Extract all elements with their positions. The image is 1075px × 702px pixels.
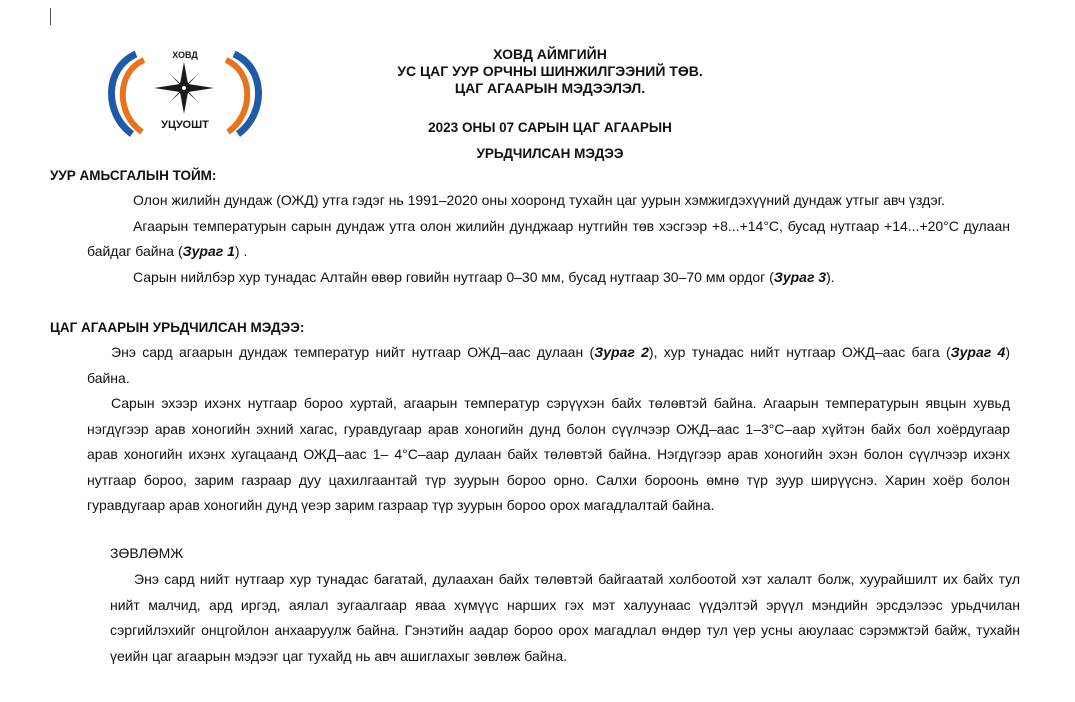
paragraph-definition: Олон жилийн дундаж (ОЖД) утга гэдэг нь 1991–2020 оны хооронд тухайн цаг уурын хэмжигдэхүүний дундаж утгыг авч үздэг. [133, 192, 945, 208]
climate-overview-body [87, 188, 1010, 290]
header-line-3: ЦАГ АГААРЫН МЭДЭЭЛЭЛ. [454, 80, 646, 96]
report-subtitle-1: 2023 ОНЫ 07 САРЫН ЦАГ АГААРЫН [428, 120, 672, 135]
figure-ref-3: Зураг 3 [773, 268, 827, 285]
logo-bottom-text: УЦУОШТ [161, 119, 209, 131]
paragraph-precipitation [87, 265, 1010, 291]
figure-ref-4: Зураг 4 [950, 344, 1006, 360]
paragraph-temperature [87, 214, 1010, 265]
section-title-recommendation: ЗӨВЛӨМЖ [110, 545, 184, 561]
section-title-climate: УУР АМЬСГАЛЫН ТОЙМ: [50, 168, 217, 183]
figure-ref-1: Зураг 1 [182, 243, 235, 259]
paragraph-forecast-detail: Сарын эхээр ихэнх нутгаар бороо хуртай, агаарын температур сэрүүхэн байх төлөвтэй байна. Агаарын температурын явцын хувьд нэгдүгээр арав хоногийн эхний хагас, гуравдугаар арав хоногийн дунд болон сүүлчээр ОЖД–аас 1–3°С–аар хүйтэн байх бол хоёрдугаар арав хоногийн ихэнх хугацаанд ОЖД–аас 1– 4°С–аар дулаан байх төлөвтэй байна. Нэгдүгээр арав хоногийн эхэн болон сүүлчээр ихэнх нутгаар бороо, зарим газраар дуу цахилгаантай түр зуурын бороо орно. Салхи бороонь өмнө түр зуур ширүүснэ. Харин хоёр болон гуравдугаар арав хоногийн дунд үеэр зарим газраар түр зуурын бороо орох магадлалтай байна. [87, 395, 1010, 513]
figure-ref-2: Зураг 2 [594, 344, 649, 360]
report-subtitle-2: УРЬДЧИЛСАН МЭДЭЭ [476, 146, 624, 161]
logo-top-text: ХОВД [172, 50, 198, 60]
text-run: ) байна. [87, 344, 1010, 386]
header-line-2: УС ЦАГ УУР ОРЧНЫ ШИНЖИЛГЭЭНИЙ ТӨВ. [397, 63, 703, 79]
compass-star-icon [154, 62, 214, 114]
text-run: Сарын нийлбэр хур тунадас Алтайн өвөр говийн нутгаар 0–30 мм, бусад нутгаар 30–70 мм ордог ( [133, 268, 774, 285]
paragraph-recommendation: Энэ сард нийт нутгаар хур тунадас багатай, дулаахан байх төлөвтэй байгаатай холбоотой хэт халалт болж, хуурайшилт их байх тул нийт малчид, ард иргэд, аялал зугаалгаар яваа хүмүүс нарших гэх мэт халуунаас үүдэлтэй эрүүл мэндийн эрсдэлээс урьдчилан сэргийлэхийг онцгойлон анхааруулж байна. Гэнэтийн аадар бороо орох магадлал өндөр тул үер усны аюулаас сэрэмжтэй байж, тухайн үеийн цаг агаарын мэдээг цаг тухайд нь авч ашиглахыг зөвлөж байна. [110, 571, 1020, 664]
forecast-body [87, 340, 1010, 519]
section-title-forecast: ЦАГ АГААРЫН УРЬДЧИЛСАН МЭДЭЭ: [50, 320, 305, 335]
text-cursor [50, 8, 51, 25]
agency-logo [102, 44, 268, 140]
header-line-1: ХОВД АЙМГИЙН [493, 46, 607, 62]
text-run: Энэ сард агаарын дундаж температур нийт нутгаар ОЖД–аас дулаан ( [111, 344, 595, 360]
text-run: ). [826, 268, 835, 285]
text-run: ), хур тунадас нийт нутгаар ОЖД–аас бага ( [648, 344, 951, 360]
paragraph-forecast-summary [87, 340, 1010, 391]
text-run: ) . [234, 243, 248, 259]
recommendation-body [110, 567, 1020, 669]
text-run: Агаарын температурын сарын дундаж утга олон жилийн дунджаар нутгийн төв хэсгээр +8...+14°С, бусад нутгаар +14...+20°С дулаан байдаг байна ( [87, 217, 1010, 259]
